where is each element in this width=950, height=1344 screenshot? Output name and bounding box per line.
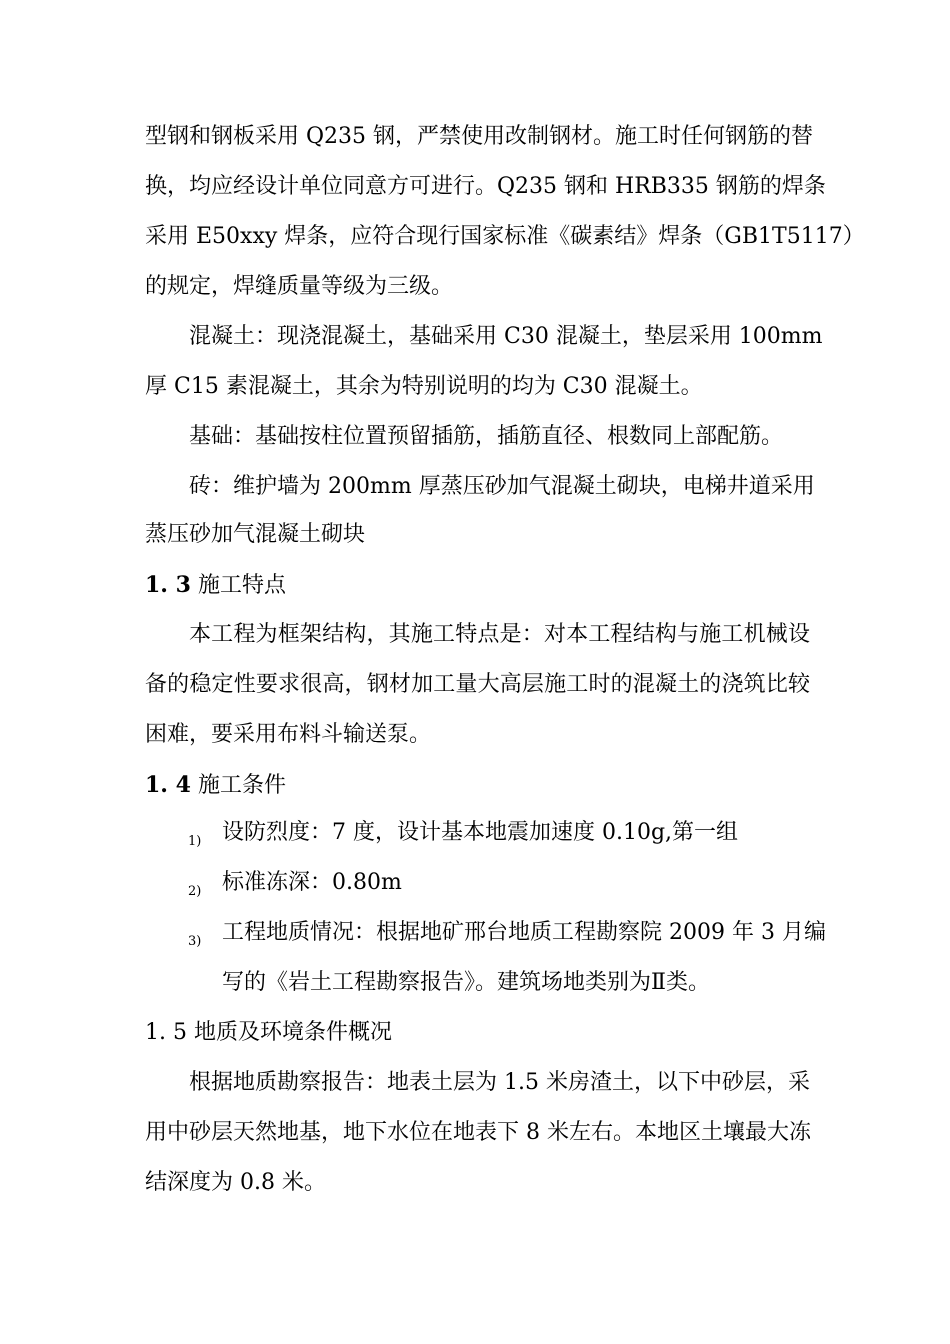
- list-item-line: 写的《岩土工程勘察报告》。建筑场地类别为Ⅱ类。: [222, 970, 710, 995]
- paragraph-line: 用中砂层天然地基，地下水位在地表下 8 米左右。本地区土壤最大冻: [145, 1120, 811, 1145]
- paragraph-line: 厚 C15 素混凝土，其余为特别说明的均为 C30 混凝土。: [145, 374, 703, 399]
- section-heading: [145, 560, 810, 610]
- section-heading: 1. 5 地质及环境条件概况: [145, 1020, 392, 1045]
- section-number: 1. 4: [145, 772, 191, 798]
- list-item-line: 工程地质情况：根据地矿邢台地质工程勘察院 2009 年 3 月编: [222, 920, 826, 945]
- list-number: 1): [188, 834, 202, 849]
- paragraph-line: 砖：维护墙为 200mm 厚蒸压砂加气混凝土砌块，电梯井道采用: [189, 474, 815, 499]
- paragraph-line: 采用 E50xxy 焊条，应符合现行国家标准《碳素结》焊条（GB1T5117）: [145, 224, 865, 249]
- paragraph-line: 蒸压砂加气混凝土砌块: [145, 522, 366, 547]
- section-title: 施工特点: [197, 573, 286, 598]
- list-number: 3): [188, 934, 202, 949]
- section-heading: [145, 760, 810, 810]
- list-number: 2): [188, 884, 202, 899]
- paragraph-line: 本工程为框架结构，其施工特点是：对本工程结构与施工机械设: [189, 622, 810, 647]
- paragraph-line: 基础：基础按柱位置预留插筋，插筋直径、根数同上部配筋。: [189, 424, 784, 449]
- section-title: 施工条件: [197, 773, 286, 798]
- paragraph-line: 根据地质勘察报告：地表土层为 1.5 米房渣土，以下中砂层，采: [189, 1070, 810, 1095]
- paragraph-line: 换，均应经设计单位同意方可进行。Q235 钢和 HRB335 钢筋的焊条: [145, 174, 826, 199]
- paragraph-line: 结深度为 0.8 米。: [145, 1170, 326, 1195]
- paragraph-line: 备的稳定性要求很高，钢材加工量大高层施工时的混凝土的浇筑比较: [145, 672, 810, 697]
- paragraph-line: 的规定，焊缝质量等级为三级。: [145, 274, 454, 299]
- list-item-line: 设防烈度：7 度，设计基本地震加速度 0.10g,第一组: [222, 820, 739, 845]
- paragraph-line: 型钢和钢板采用 Q235 钢，严禁使用改制钢材。施工时任何钢筋的替: [145, 124, 814, 149]
- paragraph-line: 困难，要采用布料斗输送泵。: [145, 722, 432, 747]
- list-item-line: 标准冻深：0.80m: [222, 870, 402, 895]
- section-number: 1. 3: [145, 572, 191, 598]
- paragraph-line: 混凝土：现浇混凝土，基础采用 C30 混凝土，垫层采用 100mm: [189, 324, 823, 349]
